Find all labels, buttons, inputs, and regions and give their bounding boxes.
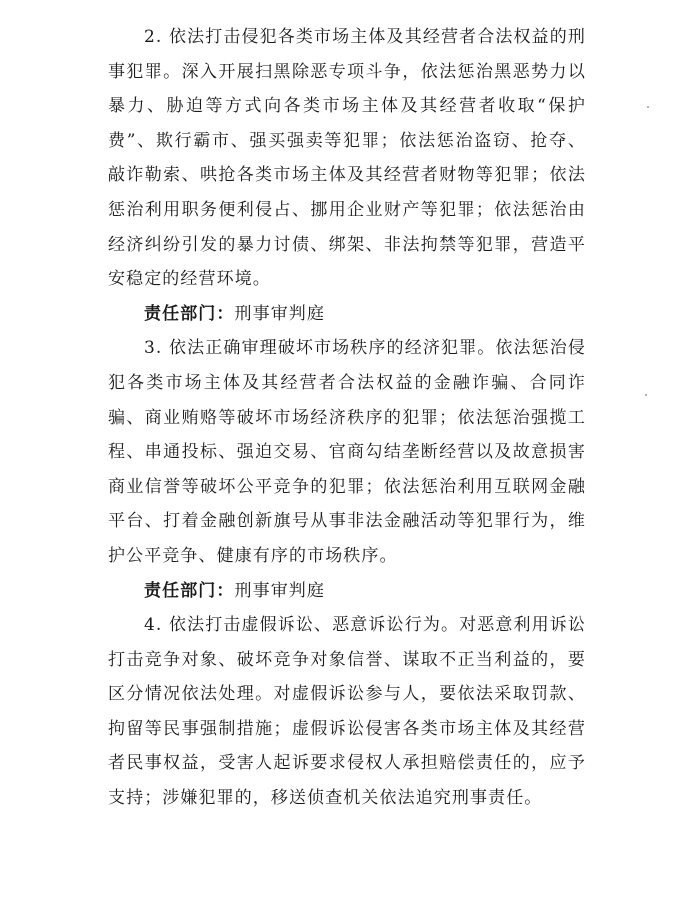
paragraph-item-4: 4. 依法打击虚假诉讼、恶意诉讼行为。对恶意利用诉讼打击竞争对象、破坏竞争对象信誉、谋取不正当利益的，要区分情况依法处理。对虚假诉讼参与人，要依法采取罚款、拘留等民事强制措施；虚假诉讼侵害各类市场主体及其经营者民事权益，受害人起诉要求侵权人承担赔偿责任的，应予支持；涉嫌犯罪的，移送侦查机关依法追究刑事责任。	[108, 615, 586, 809]
scan-speck	[645, 394, 647, 396]
paragraph-item-2: 2. 依法打击侵犯各类市场主体及其经营者合法权益的刑事犯罪。深入开展扫黑除恶专项斗争，依法惩治黑恶势力以暴力、胁迫等方式向各类市场主体及其经营者收取“保护费”、欺行霸市、强买强卖等犯罪；依法惩治盗窃、抢夺、敲诈勒索、哄抢各类市场主体及其经营者财物等犯罪；依法惩治利用职务便利侵占、挪用企业财产等犯罪；依法惩治由经济纠纷引发的暴力讨债、绑架、非法拘禁等犯罪，营造平安稳定的经营环境。	[108, 27, 586, 290]
scan-speck	[647, 106, 649, 108]
department-value: 刑事审判庭	[234, 303, 325, 324]
department-label: 责任部门：	[144, 303, 235, 324]
responsible-department-line	[108, 574, 586, 609]
document-body	[108, 20, 586, 816]
responsible-department-line	[108, 297, 586, 332]
department-label: 责任部门：	[144, 580, 235, 601]
paragraph-item-3: 3. 依法正确审理破坏市场秩序的经济犯罪。依法惩治侵犯各类市场主体及其经营者合法权益的金融诈骗、合同诈骗、商业贿赂等破坏市场经济秩序的犯罪；依法惩治强揽工程、串通投标、强迫交易、官商勾结垄断经营以及故意损害商业信誉等破坏公平竞争的犯罪；依法惩治利用互联网金融平台、打着金融创新旗号从事非法金融活动等犯罪行为，维护公平竞争、健康有序的市场秩序。	[108, 338, 586, 566]
department-value: 刑事审判庭	[234, 580, 325, 601]
